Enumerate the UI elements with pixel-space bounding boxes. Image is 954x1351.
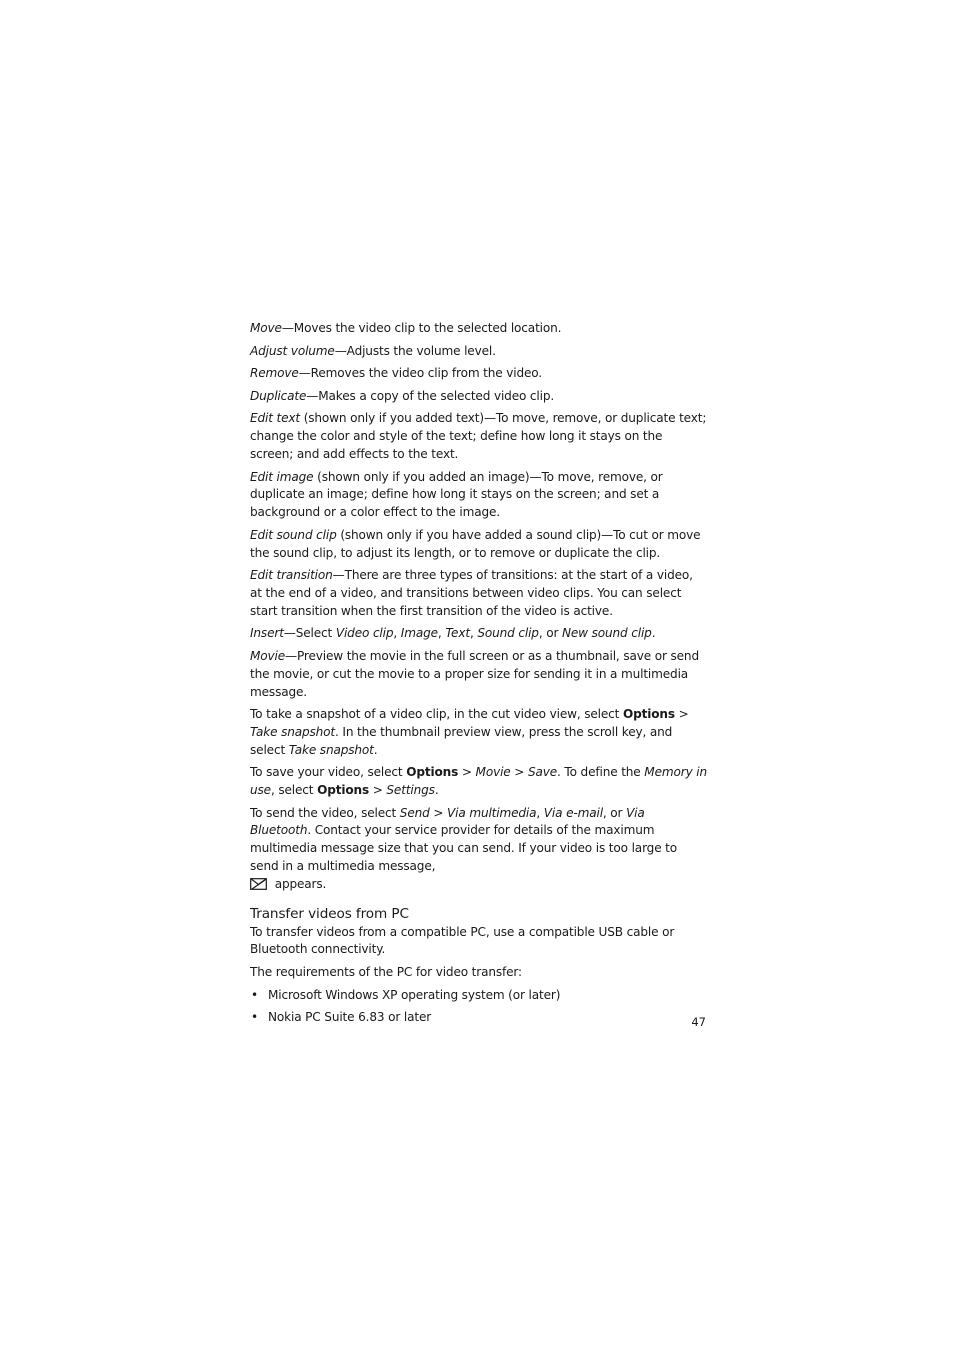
term: Edit text — [250, 411, 300, 426]
term: Edit sound clip — [250, 527, 337, 542]
item-move: Move—Moves the video clip to the selected location. — [250, 321, 562, 335]
message-too-large-icon — [250, 878, 267, 890]
bullet-icon: • — [251, 987, 258, 1002]
item-edit-text: Edit text (shown only if you added text)—To move, remove, or duplicate text; change the color and style of the text; define how long it stays on the screen; and add effects to the text. — [250, 411, 707, 461]
term: Edit image — [250, 469, 314, 484]
item-edit-transition: Edit transition—There are three types of transitions: at the start of a video, at the end of a video, and transitions between video clips. You can select start transition when the first transition of the video is active. — [250, 568, 693, 618]
requirements-list — [250, 987, 708, 1027]
term: Edit transition — [250, 568, 333, 583]
item-duplicate: Duplicate—Makes a copy of the selected video clip. — [250, 388, 555, 403]
item-movie: Movie—Preview the movie in the full screen or as a thumbnail, save or send the movie, or cut the movie to a proper size for sending it in a multimedia message. — [250, 648, 699, 699]
section-heading: Transfer videos from PC — [250, 905, 409, 922]
page-number: 47 — [691, 1015, 706, 1029]
transfer-intro: To transfer videos from a compatible PC, use a compatible USB cable or Bluetooth connectivity. — [250, 924, 675, 957]
item-insert: Insert—Select Video clip, Image, Text, Sound clip, or New sound clip. — [250, 626, 656, 641]
transfer-requirements: The requirements of the PC for video transfer: — [250, 965, 522, 980]
list-item: • Nokia PC Suite 6.83 or later — [250, 1009, 708, 1027]
snapshot-paragraph: To take a snapshot of a video clip, in the cut video view, select Options > Take snapshot. In the thumbnail preview view, press the scroll key, and select Take snapshot. — [250, 707, 689, 757]
term: Move — [250, 321, 282, 335]
term: Adjust volume — [250, 343, 335, 358]
term: Duplicate — [250, 388, 307, 403]
list-item: • Microsoft Windows XP operating system (or later) — [250, 987, 708, 1005]
term: Remove — [250, 366, 299, 381]
item-edit-image: Edit image (shown only if you added an image)—To move, remove, or duplicate an image; define how long it stays on the screen; and set a background or a color effect to the image. — [250, 469, 663, 520]
item-edit-sound-clip: Edit sound clip (shown only if you have added a sound clip)—To cut or move the sound clip, to adjust its length, or to remove or duplicate the clip. — [250, 527, 701, 560]
send-paragraph: To send the video, select Send > Via multimedia, Via e-mail, or Via Bluetooth. Contact your service provider for details of the maximum multimedia message size that you can send. If your video is too large to send in a multimedia message, appears. — [250, 805, 678, 891]
item-remove: Remove—Removes the video clip from the video. — [250, 366, 543, 381]
save-paragraph: To save your video, select Options > Movie > Save. To define the Memory in use, select Options > Settings. — [250, 765, 708, 798]
page-content — [250, 320, 708, 1032]
bullet-icon: • — [251, 1010, 258, 1025]
item-adjust-volume: Adjust volume—Adjusts the volume level. — [250, 343, 496, 358]
